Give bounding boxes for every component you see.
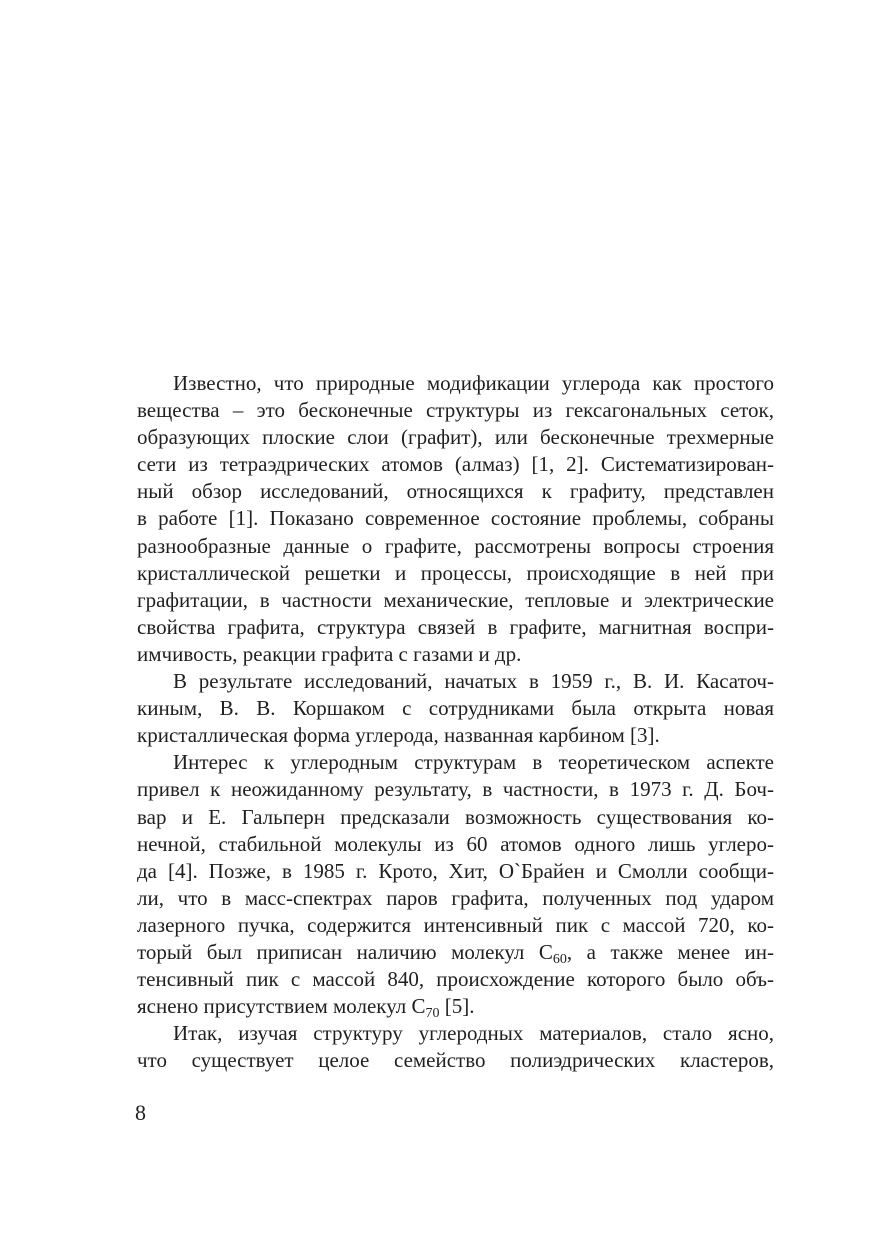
text-line: свойства графита, структура связей в графите, магнитная воспри- xyxy=(137,614,774,639)
text-line: В результате исследований, начатых в 1959 г., В. И. Касаточ- xyxy=(173,669,774,694)
subscript: 70 xyxy=(425,1006,440,1022)
text-line: киным, В. В. Коршаком с сотрудниками была открыта новая xyxy=(137,696,774,721)
text-segment: , а также менее ин- xyxy=(566,939,774,964)
text-line: вещества – это бесконечные структуры из гексагональных сеток, xyxy=(137,398,774,423)
text-line: нечной, стабильной молекулы из 60 атомов одного лишь углеро- xyxy=(137,831,774,856)
text-line: кристаллической решетки и процессы, происходящие в ней при xyxy=(137,560,774,585)
text-line: разнообразные данные о графите, рассмотрены вопросы строения xyxy=(137,533,774,558)
body-text xyxy=(137,370,774,1074)
paragraph xyxy=(137,1020,774,1074)
text-line: имчивость, реакции графита с газами и др. xyxy=(137,641,522,666)
text-line: Интерес к углеродным структурам в теоретическом аспекте xyxy=(173,750,774,775)
text-line: Итак, изучая структуру углеродных материалов, стало ясно, xyxy=(173,1021,774,1046)
text-line: что существует целое семейство полиэдрических кластеров, xyxy=(137,1048,774,1073)
text-line: ли, что в масс-спектрах паров графита, полученных под ударом xyxy=(137,885,774,910)
text-line: Известно, что природные модификации углерода как простого xyxy=(173,371,774,395)
text-line: тенсивный пик с массой 840, происхождение которого было объ- xyxy=(137,967,774,992)
text-line: графитации, в частности механические, тепловые и электрические xyxy=(137,587,774,612)
text-line: ный обзор исследований, относящихся к графиту, представлен xyxy=(137,479,774,504)
text-line: да [4]. Позже, в 1985 г. Крото, Хит, О`Брайен и Смолли сообщи- xyxy=(137,858,774,883)
text-line: привел к неожиданному результату, в частности, в 1973 г. Д. Боч- xyxy=(137,777,774,802)
text-line-with-formula xyxy=(137,939,774,966)
text-line: кристаллическая форма углерода, названная карбином [3]. xyxy=(137,723,660,748)
text-line: образующих плоские слои (графит), или бесконечные трехмерные xyxy=(137,425,774,450)
text-line: лазерного пучка, содержится интенсивный пик с массой 720, ко- xyxy=(137,912,774,937)
text-line: вар и Е. Гальперн предсказали возможность существования ко- xyxy=(137,804,774,829)
subscript: 60 xyxy=(552,951,567,967)
paragraph xyxy=(137,668,774,749)
page-number: 8 xyxy=(135,1100,146,1125)
text-line: сети из тетраэдрических атомов (алмаз) [1, 2]. Систематизирован- xyxy=(137,452,774,477)
text-segment: яснено присутствием молекул С xyxy=(137,994,426,1019)
text-line-with-formula xyxy=(137,993,774,1020)
paragraph xyxy=(137,749,774,1020)
text-segment: торый был приписан наличию молекул С xyxy=(137,939,553,964)
text-segment: [5]. xyxy=(439,994,475,1019)
paragraph xyxy=(137,370,774,668)
text-line: в работе [1]. Показано современное состояние проблемы, собраны xyxy=(137,506,774,531)
